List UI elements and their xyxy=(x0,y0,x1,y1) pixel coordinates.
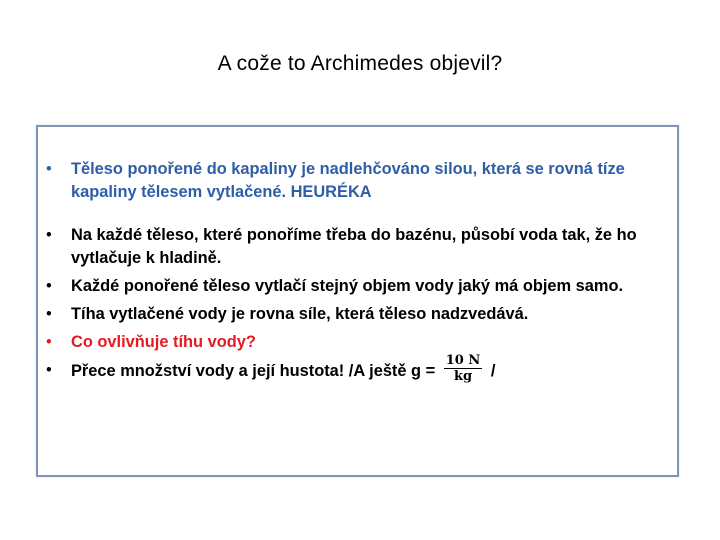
bullet-icon: • xyxy=(46,160,52,178)
bullet-text: Každé ponořené těleso vytlačí stejný objem vody jaký má objem samo. xyxy=(71,277,624,295)
list-item xyxy=(46,224,671,270)
bullet-icon: • xyxy=(46,361,52,379)
bullet-text: Co ovlivňuje tíhu vody? xyxy=(71,333,256,351)
list-item xyxy=(46,275,671,298)
list-item xyxy=(46,303,671,326)
list-item xyxy=(46,331,671,354)
list-item xyxy=(46,158,671,204)
gravity-fraction xyxy=(444,353,483,384)
bullet-icon: • xyxy=(46,305,52,323)
bullet-text: Na každé těleso, které ponoříme třeba do bazénu, působí voda tak, že ho vytlačuje k hladině. xyxy=(71,226,637,267)
bullet-suffix: / xyxy=(490,361,496,380)
bullet-icon: • xyxy=(46,226,52,244)
fraction-denominator: kg xyxy=(453,369,473,384)
bullet-text: Přece množství vody a její hustota! /A ještě g = xyxy=(71,361,436,380)
slide-title: A cože to Archimedes objevil? xyxy=(217,52,503,75)
bullet-list xyxy=(46,158,671,384)
bullet-icon: • xyxy=(46,277,52,295)
fraction-numerator: 10 N xyxy=(445,353,481,368)
bullet-icon: • xyxy=(46,333,52,351)
list-item xyxy=(46,353,671,384)
bullet-text: Tíha vytlačené vody je rovna síle, která těleso nadzvedává. xyxy=(71,305,529,323)
bullet-text: Těleso ponořené do kapaliny je nadlehčováno silou, která se rovná tíze kapaliny tělesem vytlačené. HEURÉKA xyxy=(71,160,625,201)
